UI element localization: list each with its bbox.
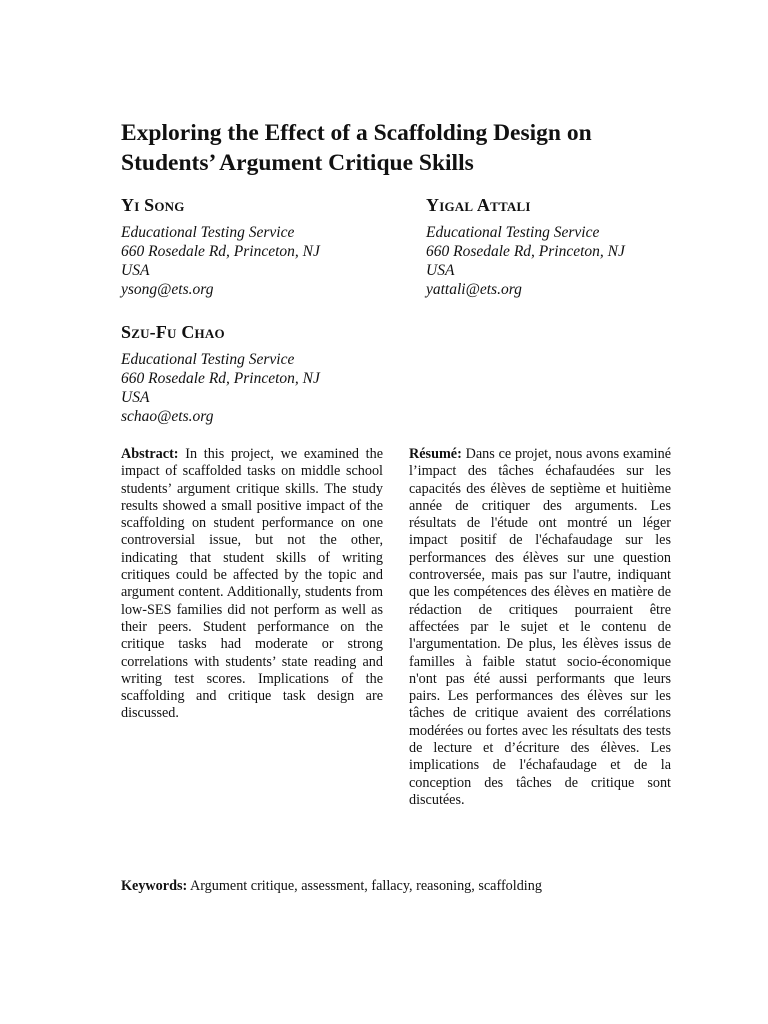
author-name: Yi Song <box>121 195 185 215</box>
author-block <box>426 194 716 299</box>
abstract-text: In this project, we examined the impact of scaffolded tasks on middle school students’ argument critique skills. The study results showed a small positive impact of the scaffolding on student performance on one controversial issue, but not the other, indicating that student skills of writing critiques could be affected by the topic and argument content. Additionally, students from low-SES families did not perform as well as their peers. Student performance on the critique tasks had moderate or strong correlations with students’ state reading and writing test scores. Implications of the scaffolding and critique task design are discussed. <box>121 446 384 722</box>
author-affiliation: Educational Testing Service 660 Rosedale Rd, Princeton, NJ USA yattali@ets.org <box>426 224 625 298</box>
resume-label: Résumé: <box>409 446 462 462</box>
keywords-label: Keywords: <box>121 878 188 894</box>
keywords-text: Argument critique, assessment, fallacy, reasoning, scaffolding <box>189 878 542 894</box>
author-block <box>121 194 411 299</box>
keywords-line <box>121 877 681 895</box>
author-block <box>121 321 411 426</box>
author-affiliation: Educational Testing Service 660 Rosedale Rd, Princeton, NJ USA schao@ets.org <box>121 351 320 425</box>
resume-text: Dans ce projet, nous avons examiné l’impact des tâches échafaudées sur les capacités des élèves de septième et huitième année de critiquer des arguments. Les résultats de l'étude ont montré un léger impact positif de l'échafaudage sur les performances des élèves sur une question controversée, mais pas sur l'autre, indiquant que les compétences des élèves en matière de rédaction de critiques pourraient être affectées par le sujet et le contenu de l'argumentation. De plus, les élèves issus de familles à faible statut socio-économique n'ont pas été aussi performants que leurs pairs. Les performances des élèves sur les tâches de critique avaient des corrélations modérées ou fortes avec les résultats des tests de lecture et d’écriture des élèves. Les implications de l'échafaudage et de la conception des tâches de critique sont discutées. <box>409 446 671 808</box>
author-affiliation: Educational Testing Service 660 Rosedale Rd, Princeton, NJ USA ysong@ets.org <box>121 224 320 298</box>
author-name: Yigal Attali <box>426 195 531 215</box>
abstract-label: Abstract: <box>121 446 179 462</box>
abstract-english <box>121 446 383 723</box>
author-name: Szu-Fu Chao <box>121 322 225 342</box>
paper-title: Exploring the Effect of a Scaffolding Design on Students’ Argument Critique Skills <box>121 120 592 176</box>
abstract-french <box>409 446 671 809</box>
